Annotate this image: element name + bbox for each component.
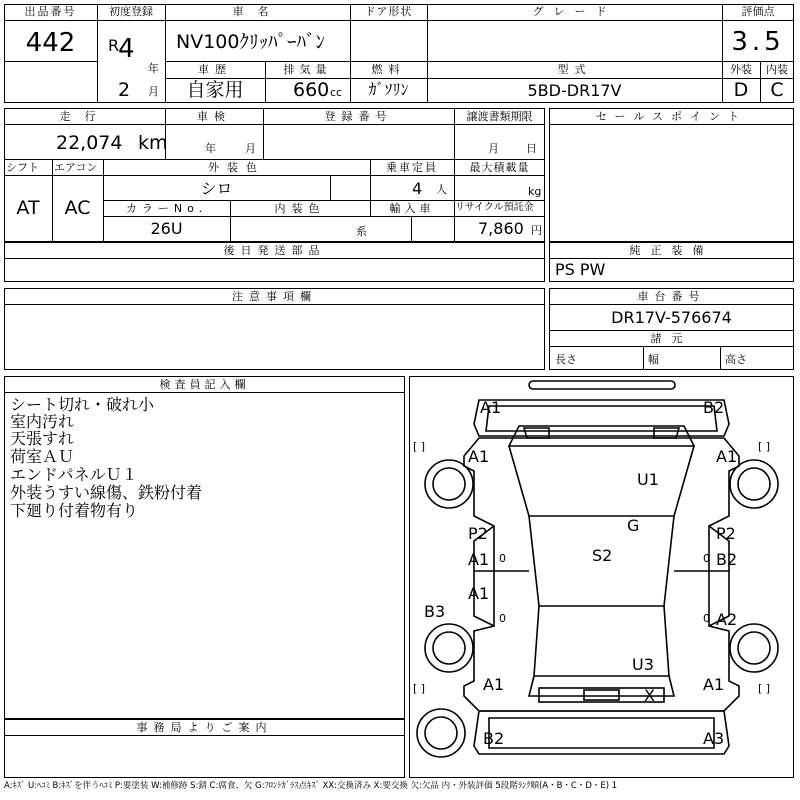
divider [4,175,545,176]
color-no-label: カラーNo. [125,202,208,215]
score-label: 評価点 [741,5,775,18]
inspector-line: 天張すれ [10,429,75,448]
divider [4,735,405,736]
divider [720,346,721,370]
mark-glass: G [627,516,640,535]
bracket-rear-right: [ ] [758,682,771,695]
ext-color-value: シロ [200,179,233,198]
chassis-label: 車台番号 [637,290,706,303]
divider [330,175,331,200]
capacity-unit: 人 [436,183,447,196]
mark-zero-rear-left: 0 [499,612,506,625]
fuel-value: ｶﾞｿﾘﾝ [368,80,409,99]
first-reg-year: 4 [118,34,135,64]
divider [549,124,794,125]
inspector-line: 外装うすい線傷、鉄粉付着 [10,483,203,502]
recycle-unit: 円 [531,224,542,237]
ext-color-label: 外装色 [208,161,265,174]
bracket-rear-left: [ ] [413,682,426,695]
inspector-line: 荷室ＡＵ [10,447,75,466]
divider [4,258,545,259]
mark-rear-right: A1 [703,675,725,694]
genuine-value: PS PW [555,260,606,279]
model-value: 5BD-DR17V [527,81,622,100]
mileage-value: 22,074 [56,132,123,154]
door-label: ドア形状 [364,5,413,18]
divider [4,159,545,160]
mark-bumper-left: B2 [483,729,505,748]
mark-zero-left: 0 [499,552,506,565]
inspector-line: 室内汚れ [10,412,75,431]
capacity-value: 4 [412,179,423,198]
inspector-label: 検査員記入欄 [159,378,250,391]
divider [103,216,545,217]
divider [4,392,405,393]
mark-front-left: A1 [480,398,502,417]
mark-door-fr-top: P2 [716,524,736,543]
mark-seat: S2 [592,546,613,565]
later-parts-label: 後日発送部品 [223,244,326,257]
divider [4,124,545,125]
damage-legend: A:ｷｽﾞ U:ﾍｺﾐ B:ｷｽﾞを伴うﾍｺﾐ P:要塗装 W:補修跡 S:錆 C:腐食、欠 G:ﾌﾛﾝﾄｶﾞﾗｽ点ｷｽﾞ XX:交換済み X:要交換 欠:欠品 内・外装評価 5段階ﾗﾝｸ順(A・B・C・D・E) 1 [4,781,618,791]
length-label: 長さ [555,353,577,366]
mark-door-fl-top: P2 [468,524,488,543]
first-reg-month-unit: 月 [148,85,159,98]
max-load-label: 最大積載量 [469,161,530,174]
inspection-label: 車検 [197,110,231,123]
capacity-label: 乗車定員 [386,161,438,174]
sales-point-label: セールスポイント [595,110,747,123]
divider [4,20,97,21]
mark-rear-roof: U3 [632,655,654,674]
first-reg-era: R [108,36,120,55]
chassis-value: DR17V-576674 [611,308,732,327]
divider [4,61,97,62]
mark-step-left: B3 [424,602,446,621]
width-label: 幅 [648,353,659,366]
shift-label: シフト [6,161,39,174]
aircon-label: エアコン [54,161,98,174]
height-label: 高さ [725,353,747,366]
divider [549,304,794,305]
notes-label: 注意事項欄 [232,290,317,303]
divider [97,20,794,21]
grade-label: グレード [532,5,617,18]
mark-door-fl: A1 [468,550,490,569]
plate-label: 登録番号 [324,110,393,123]
mark-zero-right: 0 [703,552,710,565]
fuel-label: 燃料 [371,63,406,76]
mark-back-x: X [644,686,655,705]
mark-roof: U1 [637,470,659,489]
mark-door-fr: B2 [716,550,738,569]
mark-rear-left: A1 [483,675,505,694]
import-label: 輸入車 [389,202,435,215]
car-name-label: 車名 [232,5,283,18]
divider [549,330,794,331]
car-diagram [409,376,794,778]
displacement-label: 排気量 [283,63,332,76]
inspector-line: シート切れ・破れ小 [10,395,155,414]
mark-front-right: B2 [703,398,725,417]
displacement-value: 660 [293,79,330,101]
mark-bumper-right: A3 [703,729,725,748]
mark-fender-right: A1 [716,447,738,466]
int-color-unit: 系 [356,225,367,238]
office-label: 事務局よりご案内 [136,721,273,734]
history-value: 自家用 [186,79,244,101]
first-reg-month: 2 [118,79,131,101]
recycle-label: リサイクル預託金 [455,202,534,213]
recycle-value: 7,860 [478,219,524,238]
divider [4,304,545,305]
lot-number-label: 出品番号 [24,5,77,18]
int-score-label: 内装 [766,63,788,76]
sales-point-block [549,108,794,242]
divider [549,258,794,259]
ext-score: D [733,79,749,101]
mark-zero-rear-right: 0 [703,612,710,625]
aircon-value: AC [64,197,91,219]
inspection-month-unit: 月 [245,142,256,155]
divider [165,61,722,62]
history-label: 車歴 [198,63,232,76]
mileage-label: 走行 [59,110,110,123]
inspector-line: 下廻り付着物有り [10,501,139,520]
mark-door-rr: A2 [716,610,738,629]
color-no-value: 26U [150,219,183,238]
bracket-left: [ ] [413,440,426,453]
first-reg-label: 初度登録 [109,5,153,18]
divider [549,346,794,347]
dims-label: 諸元 [650,332,693,345]
divider [97,4,98,103]
genuine-label: 純正装備 [629,244,714,257]
lot-number: 442 [25,28,76,58]
divider [722,61,794,62]
shift-value: AT [16,197,40,219]
mark-fender-left: A1 [468,447,490,466]
model-label: 型式 [557,63,592,76]
divider [103,200,545,201]
inspection-year-unit: 年 [205,142,216,155]
car-name: NV100ｸﾘｯﾊﾟｰﾊﾞﾝ [176,31,325,53]
ext-score-label: 外装 [730,63,752,76]
transfer-label: 譲渡書類期限 [466,110,533,123]
divider [411,216,412,242]
bracket-right: [ ] [758,440,771,453]
int-score: C [770,79,784,101]
score-value: 3.5 [731,27,785,57]
mark-door-rl: A1 [468,584,490,603]
inspector-line: エンドパネルＵ１ [10,465,138,484]
first-reg-year-unit: 年 [148,62,159,75]
mileage-unit: km [138,132,168,154]
divider [643,346,644,370]
divider [165,78,722,79]
transfer-month-unit: 月 [488,142,499,155]
transfer-day-unit: 日 [526,142,537,155]
int-color-label: 内装色 [274,202,326,215]
max-load-unit: kg [528,185,542,198]
displacement-unit: cc [330,86,343,99]
